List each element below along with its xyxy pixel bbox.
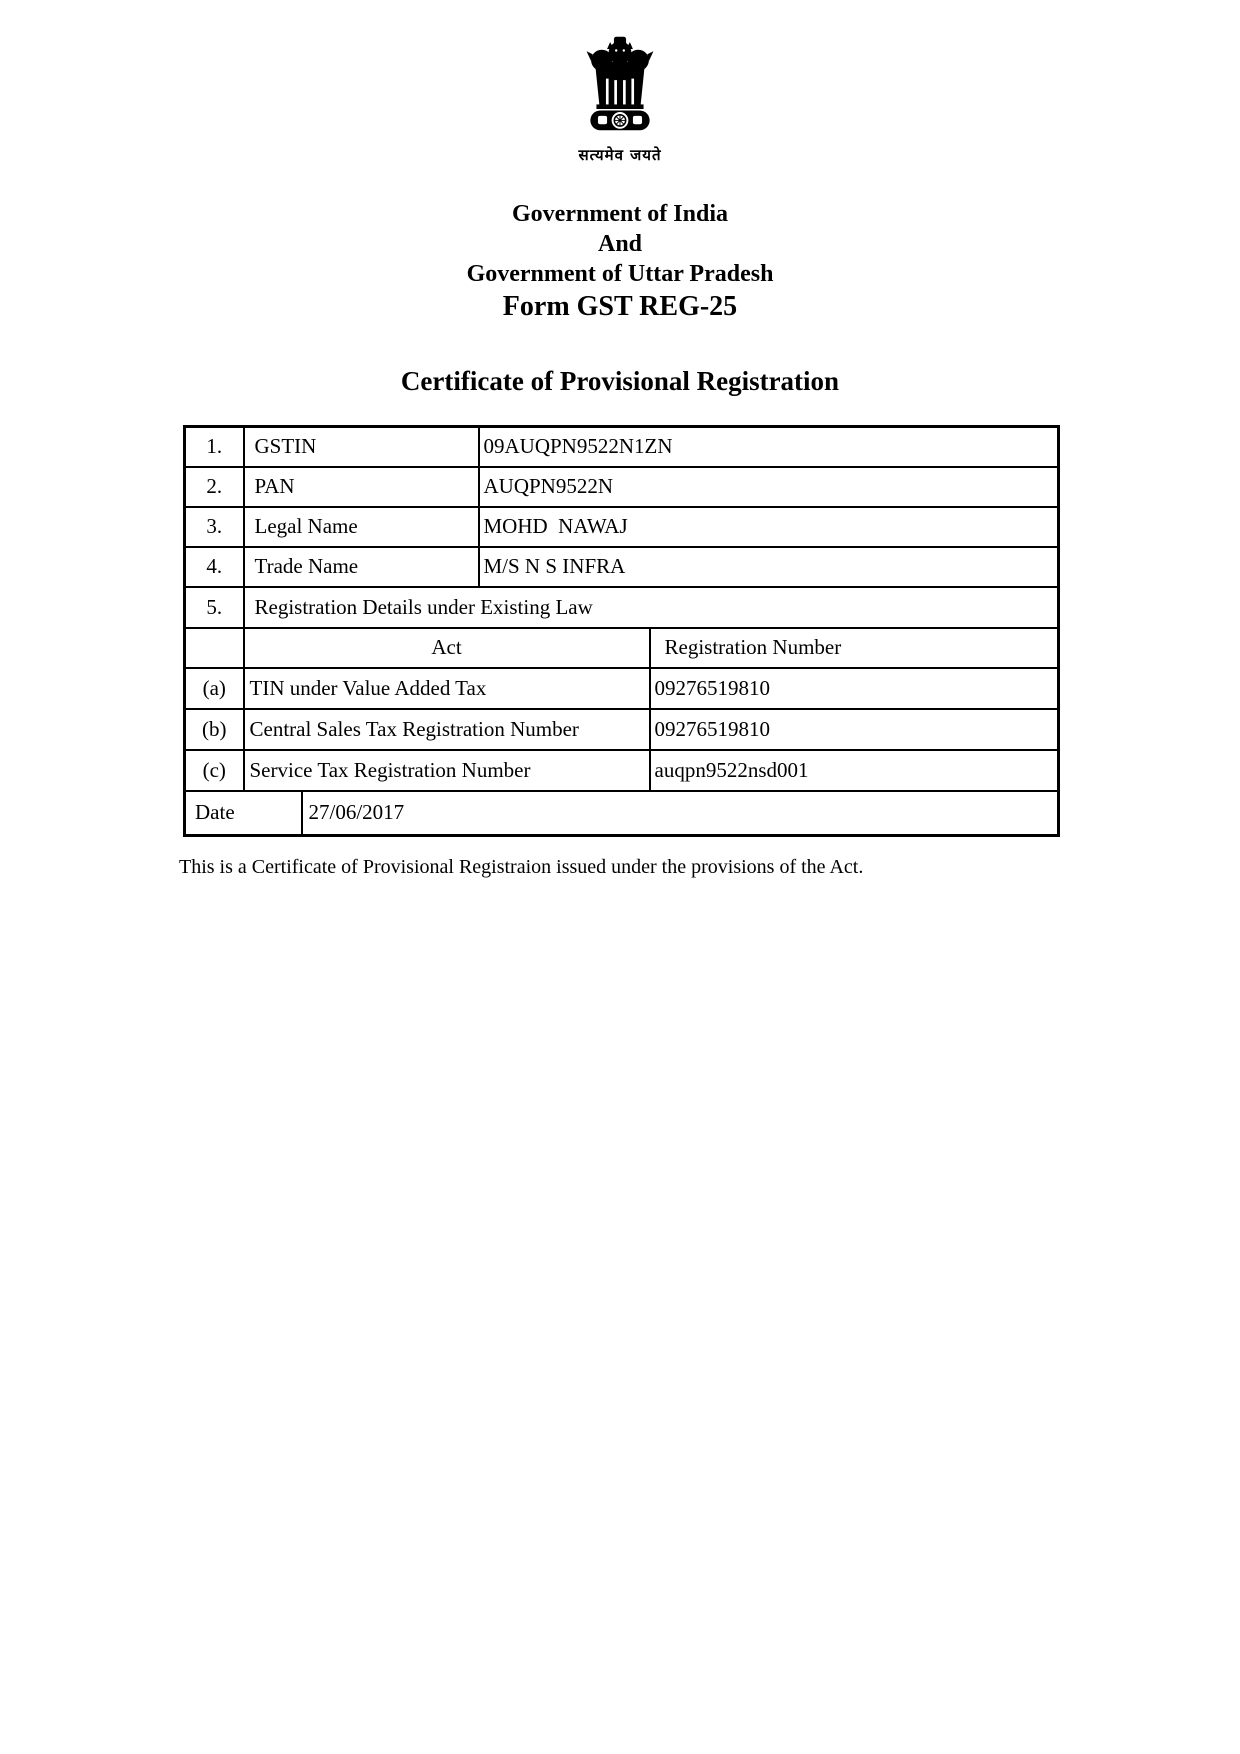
registration-number-value: 09276519810: [650, 668, 1059, 709]
row-number: (b): [185, 709, 244, 750]
table-row-date: [185, 791, 1059, 836]
row-number: 5.: [185, 587, 244, 628]
table-row-central-sales-tax: [185, 709, 1059, 750]
certificate-title: Certificate of Provisional Registration: [400, 366, 840, 396]
row-label: PAN: [244, 467, 479, 507]
table-row-registration-details-section: [185, 587, 1059, 628]
row-number: 2.: [185, 467, 244, 507]
row-label: Legal Name: [244, 507, 479, 547]
header-line-government-of-india: Government of India: [512, 201, 728, 227]
act-label: Central Sales Tax Registration Number: [244, 709, 650, 750]
table-row-gstin: [185, 427, 1059, 467]
act-label: Service Tax Registration Number: [244, 750, 650, 791]
date-value: 27/06/2017: [302, 791, 1059, 836]
form-title: Form GST REG-25: [502, 291, 738, 322]
table-row-legal-name: [185, 507, 1059, 547]
row-value: 09AUQPN9522N1ZN: [479, 427, 1059, 467]
column-header-registration-number: Registration Number: [650, 628, 1059, 668]
table-row-sub-header: [185, 628, 1059, 668]
row-value: MOHD NAWAJ: [479, 507, 1059, 547]
row-label: Trade Name: [244, 547, 479, 587]
date-label: Date: [185, 791, 302, 836]
registration-number-value: auqpn9522nsd001: [650, 750, 1059, 791]
header-line-and: And: [597, 231, 643, 257]
india-state-emblem-icon: [582, 36, 658, 144]
row-value: AUQPN9522N: [479, 467, 1059, 507]
column-header-act: Act: [244, 628, 650, 668]
empty-cell: [185, 628, 244, 668]
section-label: Registration Details under Existing Law: [244, 587, 1059, 628]
registration-number-value: 09276519810: [650, 709, 1059, 750]
table-row-trade-name: [185, 547, 1059, 587]
row-label: GSTIN: [244, 427, 479, 467]
document-header: [0, 199, 1240, 324]
row-number: 4.: [185, 547, 244, 587]
table-row-pan: [185, 467, 1059, 507]
table-row-service-tax: [185, 750, 1059, 791]
emblem-motto: सत्यमेव जयते: [578, 146, 662, 164]
registration-table: [183, 425, 1060, 837]
act-label: TIN under Value Added Tax: [244, 668, 650, 709]
header-line-government-of-uttar-pradesh: Government of Uttar Pradesh: [466, 261, 774, 287]
row-number: 3.: [185, 507, 244, 547]
row-number: (a): [185, 668, 244, 709]
emblem-block: [0, 36, 1240, 164]
footer-note: This is a Certificate of Provisional Registraion issued under the provisions of the Act.: [179, 856, 864, 878]
table-row-tin-vat: [185, 668, 1059, 709]
row-value: M/S N S INFRA: [479, 547, 1059, 587]
row-number: 1.: [185, 427, 244, 467]
row-number: (c): [185, 750, 244, 791]
